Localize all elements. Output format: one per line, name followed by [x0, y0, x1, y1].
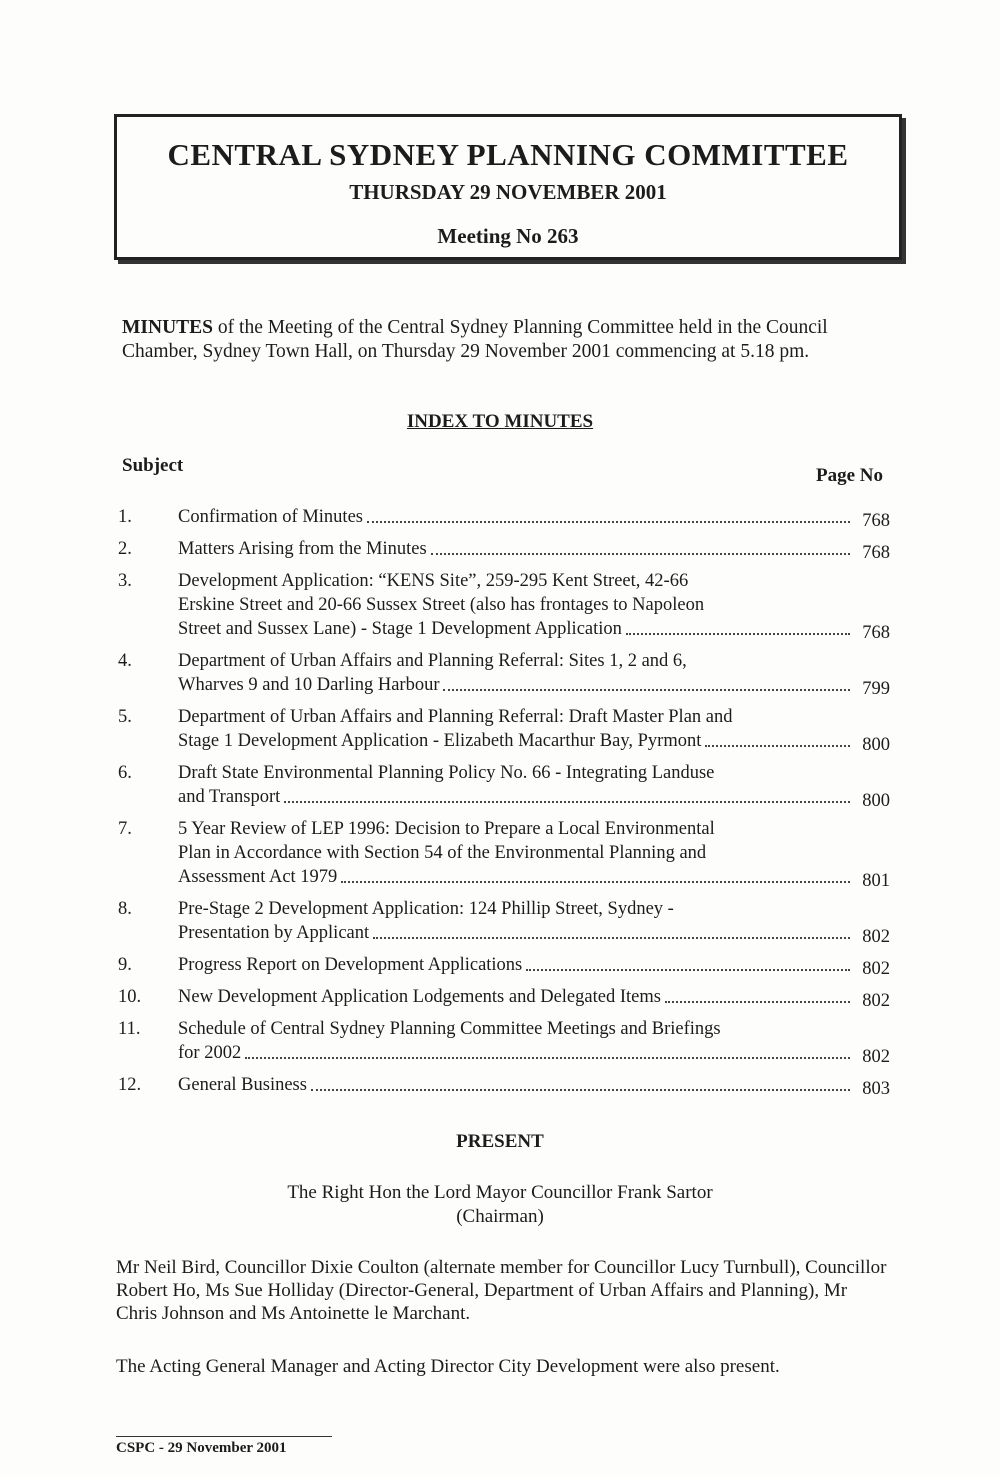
dot-leader [284, 801, 850, 803]
chair-name: The Right Hon the Lord Mayor Councillor Frank Sartor [287, 1182, 713, 1203]
index-item-page: 802 [862, 1047, 890, 1067]
index-item-body [178, 1017, 890, 1065]
index-item-subject: Assessment Act 1979 [178, 867, 338, 887]
dot-leader [526, 969, 850, 971]
index-item-subject: Confirmation of Minutes [178, 507, 363, 527]
present-heading: PRESENT [456, 1131, 544, 1152]
index-item-number: 11. [118, 1019, 141, 1039]
index-item-final-line [178, 673, 890, 697]
index-item-body [178, 897, 890, 945]
index-item-line: 5 Year Review of LEP 1996: Decision to Prepare a Local Environmental [178, 819, 715, 839]
index-item-subject: Street and Sussex Lane) - Stage 1 Development Application [178, 619, 622, 639]
index-item-number: 8. [118, 899, 132, 919]
index-item-body [178, 649, 890, 697]
index-item-line: Department of Urban Affairs and Planning Referral: Draft Master Plan and [178, 707, 733, 727]
index-item-body [178, 817, 890, 889]
index-item [118, 953, 890, 977]
dot-leader [705, 745, 850, 747]
footer-rule [116, 1436, 332, 1437]
index-item [118, 505, 890, 529]
index-item-final-line [178, 537, 890, 561]
index-item-page: 800 [862, 791, 890, 811]
index-item-number: 10. [118, 987, 142, 1007]
dot-leader [373, 937, 850, 939]
index-item-number: 1. [118, 507, 132, 527]
intro-paragraph [122, 316, 902, 364]
index-item-page: 802 [862, 991, 890, 1011]
header-box [114, 114, 902, 260]
index-item-body [178, 953, 890, 977]
index-item-subject: and Transport [178, 787, 281, 807]
dot-leader [311, 1089, 850, 1091]
index-item-number: 6. [118, 763, 132, 783]
index-item-subject: Stage 1 Development Application - Elizabeth Macarthur Bay, Pyrmont [178, 731, 702, 751]
footer-text: CSPC - 29 November 2001 [116, 1440, 287, 1456]
index-item-subject: Progress Report on Development Applications [178, 955, 523, 975]
committee-title: CENTRAL SYDNEY PLANNING COMMITTEE [167, 137, 849, 172]
index-item-final-line [178, 1073, 890, 1097]
index-item-line: Draft State Environmental Planning Policy No. 66 - Integrating Landuse [178, 763, 715, 783]
index-item-final-line [178, 1041, 890, 1065]
index-item [118, 537, 890, 561]
dot-leader [245, 1057, 850, 1059]
index-item-line: Erskine Street and 20-66 Sussex Street (also has frontages to Napoleon [178, 595, 705, 615]
index-item-body [178, 569, 890, 641]
index-item-page: 802 [862, 959, 890, 979]
index-item [118, 761, 890, 809]
index-item [118, 817, 890, 889]
index-item-page: 768 [862, 543, 890, 563]
index-item-number: 5. [118, 707, 132, 727]
index-item-subject: General Business [178, 1075, 307, 1095]
dot-leader [341, 881, 850, 883]
index-item-body [178, 1073, 890, 1097]
index-item-page: 801 [862, 871, 890, 891]
intro-lead: MINUTES [122, 317, 214, 338]
meeting-date: THURSDAY 29 NOVEMBER 2001 [349, 180, 667, 204]
index-item-page: 768 [862, 511, 890, 531]
index-item-subject: Matters Arising from the Minutes [178, 539, 427, 559]
index-item-subject: New Development Application Lodgements and Delegated Items [178, 987, 661, 1007]
chair-role: (Chairman) [456, 1206, 544, 1227]
index-item-final-line [178, 921, 890, 945]
index-item-number: 7. [118, 819, 132, 839]
index-item [118, 985, 890, 1009]
index-item-line: Schedule of Central Sydney Planning Committee Meetings and Briefings [178, 1019, 721, 1039]
index-item-page: 800 [862, 735, 890, 755]
index-item-page: 802 [862, 927, 890, 947]
chair-block [0, 1181, 1000, 1229]
index-item [118, 1073, 890, 1097]
index-item-line: Department of Urban Affairs and Planning Referral: Sites 1, 2 and 6, [178, 651, 687, 671]
dot-leader [626, 633, 850, 635]
index-item-final-line [178, 729, 890, 753]
index-item-final-line [178, 865, 890, 889]
index-item-final-line [178, 985, 890, 1009]
index-item-subject: Presentation by Applicant [178, 923, 370, 943]
index-item-line: Pre-Stage 2 Development Application: 124 Phillip Street, Sydney - [178, 899, 674, 919]
also-present-paragraph: The Acting General Manager and Acting Director City Development were also present. [116, 1356, 780, 1377]
index-item-page: 799 [862, 679, 890, 699]
index-item-body [178, 761, 890, 809]
index-item-final-line [178, 953, 890, 977]
index-item-final-line [178, 617, 890, 641]
index-item-body [178, 705, 890, 753]
index-item-line: Development Application: “KENS Site”, 259-295 Kent Street, 42-66 [178, 571, 689, 591]
index-item [118, 649, 890, 697]
index-item [118, 897, 890, 945]
index-item-number: 9. [118, 955, 132, 975]
index-item-line: Plan in Accordance with Section 54 of the Environmental Planning and [178, 843, 707, 863]
index-item-subject: for 2002 [178, 1043, 242, 1063]
index-item-final-line [178, 505, 890, 529]
page-column-label: Page No [816, 465, 884, 486]
index-item-body [178, 537, 890, 561]
dot-leader [443, 689, 850, 691]
index-heading: INDEX TO MINUTES [406, 411, 594, 432]
index-item-number: 4. [118, 651, 132, 671]
index-item [118, 569, 890, 641]
members-paragraph: Mr Neil Bird, Councillor Dixie Coulton (alternate member for Councillor Lucy Turnbull), Councillor Robert Ho, Ms Sue Holliday (Director-General, Department of Urban Affairs and Planning), Mr Chris Johnson and Ms Antoinette le Marchant. [116, 1257, 887, 1324]
dot-leader [367, 521, 850, 523]
index-item [118, 705, 890, 753]
index-item-number: 3. [118, 571, 132, 591]
subject-column-label: Subject [122, 455, 184, 476]
index-item [118, 1017, 890, 1065]
index-item-page: 803 [862, 1079, 890, 1099]
meeting-number: Meeting No 263 [437, 224, 579, 248]
index-item-page: 768 [862, 623, 890, 643]
index-list [118, 505, 890, 1105]
dot-leader [665, 1001, 850, 1003]
dot-leader [431, 553, 850, 555]
index-item-final-line [178, 785, 890, 809]
index-item-number: 2. [118, 539, 132, 559]
index-item-body [178, 505, 890, 529]
index-item-body [178, 985, 890, 1009]
intro-text: of the Meeting of the Central Sydney Planning Committee held in the Council Chamber, Sydney Town Hall, on Thursday 29 November 2001 commencing at 5.18 pm. [122, 317, 828, 362]
index-item-number: 12. [118, 1075, 142, 1095]
index-item-subject: Wharves 9 and 10 Darling Harbour [178, 675, 440, 695]
